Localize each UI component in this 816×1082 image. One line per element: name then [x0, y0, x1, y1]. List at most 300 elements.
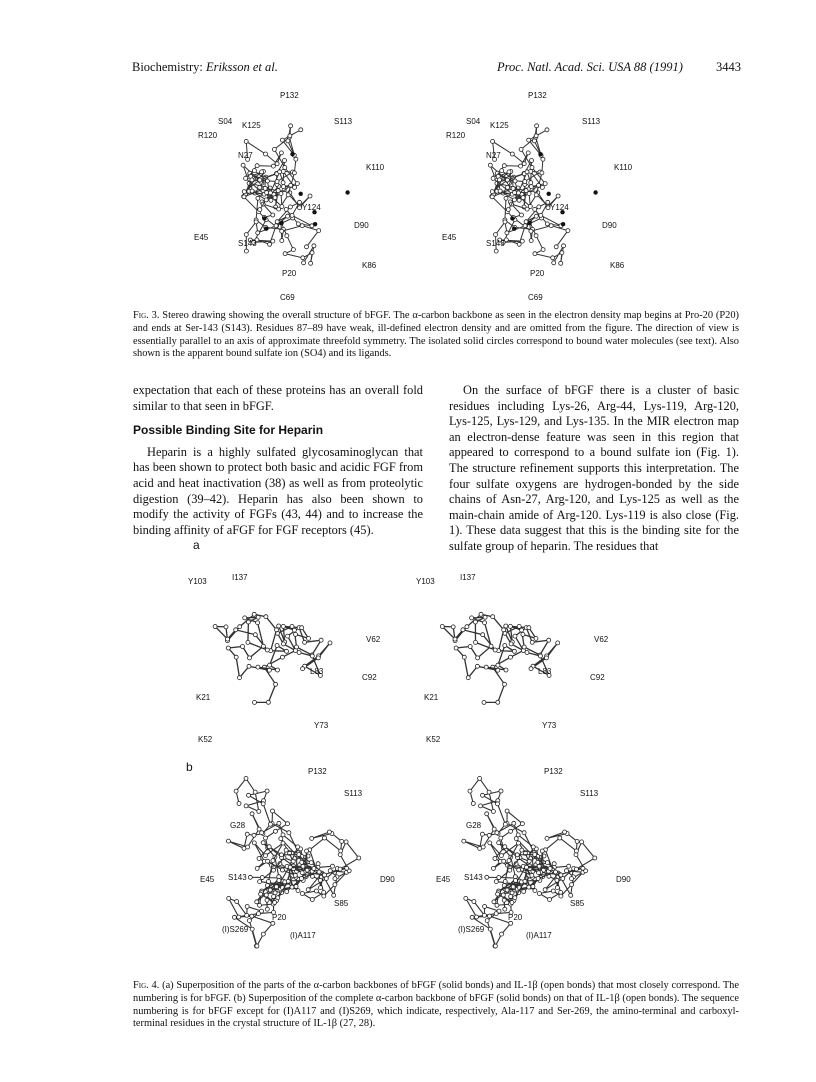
- label-r120: R120: [446, 131, 466, 140]
- alpha-carbon-atom: [558, 836, 562, 840]
- alpha-carbon-atom: [243, 616, 247, 620]
- water-molecule: [262, 216, 266, 220]
- label-i-a117: (I)A117: [526, 931, 552, 940]
- alpha-carbon-atom: [328, 641, 332, 645]
- alpha-carbon-atom: [303, 640, 307, 644]
- alpha-carbon-atom: [489, 644, 493, 648]
- alpha-carbon-atom: [273, 196, 277, 200]
- alpha-carbon-atom: [310, 836, 314, 840]
- label-k110: K110: [614, 163, 633, 172]
- alpha-carbon-atom: [305, 245, 309, 249]
- alpha-carbon-atom: [496, 663, 500, 667]
- figure-3-right-image: [442, 91, 633, 302]
- label-c69: C69: [280, 293, 295, 302]
- left-column: [133, 383, 423, 538]
- alpha-carbon-atom: [503, 845, 507, 849]
- alpha-carbon-atom: [471, 802, 475, 806]
- alpha-carbon-atom: [503, 644, 507, 648]
- alpha-carbon-atom: [290, 624, 294, 628]
- alpha-carbon-atom: [517, 841, 521, 845]
- alpha-carbon-atom: [451, 625, 455, 629]
- alpha-carbon-atom: [522, 890, 526, 894]
- alpha-carbon-atom: [556, 194, 560, 198]
- alpha-carbon-atom: [545, 128, 549, 132]
- alpha-carbon-atom: [511, 186, 515, 190]
- alpha-carbon-atom: [503, 682, 507, 686]
- alpha-carbon-atom: [522, 645, 526, 649]
- alpha-carbon-atom: [280, 239, 284, 243]
- alpha-carbon-atom: [556, 641, 560, 645]
- figure-4b-stereo-drawing: [182, 760, 642, 975]
- alpha-carbon-atom: [569, 893, 573, 897]
- alpha-carbon-atom: [462, 839, 466, 843]
- figure-3-caption-label: Fig. 3.: [133, 310, 160, 321]
- alpha-carbon-atom: [289, 124, 293, 128]
- alpha-carbon-atom: [482, 700, 486, 704]
- alpha-carbon-atom: [319, 886, 323, 890]
- alpha-carbon-atom: [266, 859, 270, 863]
- alpha-carbon-atom: [505, 231, 509, 235]
- alpha-carbon-atom: [260, 170, 264, 174]
- label-s85: S85: [570, 899, 585, 908]
- alpha-carbon-atom: [259, 892, 263, 896]
- alpha-carbon-atom: [298, 206, 302, 210]
- alpha-carbon-atom: [258, 178, 262, 182]
- alpha-carbon-atom: [253, 700, 257, 704]
- alpha-carbon-atom: [300, 871, 304, 875]
- alpha-carbon-atom: [277, 875, 281, 879]
- alpha-carbon-atom: [246, 620, 250, 624]
- alpha-carbon-atom: [491, 139, 495, 143]
- water-molecule: [538, 152, 542, 156]
- alpha-carbon-atom: [488, 914, 492, 918]
- alpha-carbon-atom: [235, 900, 239, 904]
- alpha-carbon-atom: [283, 166, 287, 170]
- alpha-carbon-atom: [280, 868, 284, 872]
- figure-4a-stereo-drawing: [182, 560, 642, 750]
- alpha-carbon-atom: [234, 789, 238, 793]
- alpha-carbon-atom: [287, 831, 291, 835]
- alpha-carbon-atom: [544, 656, 548, 660]
- alpha-carbon-atom: [545, 222, 549, 226]
- label-y73: Y73: [542, 721, 557, 730]
- label-e45: E45: [194, 233, 209, 242]
- alpha-carbon-atom: [532, 139, 536, 143]
- alpha-carbon-atom: [247, 664, 251, 668]
- alpha-carbon-atom: [245, 913, 249, 917]
- alpha-carbon-atom: [256, 621, 260, 625]
- label-y73: Y73: [314, 721, 329, 730]
- alpha-carbon-atom: [250, 812, 254, 816]
- label-k86: K86: [610, 261, 625, 270]
- alpha-carbon-atom: [570, 877, 574, 881]
- alpha-carbon-atom: [496, 802, 500, 806]
- alpha-carbon-atom: [551, 889, 555, 893]
- alpha-carbon-atom: [267, 880, 271, 884]
- alpha-carbon-atom: [533, 889, 537, 893]
- alpha-carbon-atom: [260, 831, 264, 835]
- alpha-carbon-atom: [509, 829, 513, 833]
- alpha-carbon-atom: [250, 927, 254, 931]
- alpha-carbon-atom: [238, 676, 242, 680]
- alpha-carbon-atom: [519, 147, 523, 151]
- alpha-carbon-atom: [535, 124, 539, 128]
- alpha-carbon-atom: [277, 821, 281, 825]
- alpha-carbon-atom: [485, 919, 489, 923]
- alpha-carbon-atom: [256, 231, 260, 235]
- backbone-trace: [226, 776, 360, 948]
- alpha-carbon-atom: [475, 915, 479, 919]
- alpha-carbon-atom: [537, 864, 541, 868]
- alpha-carbon-atom: [256, 196, 260, 200]
- label-d90: D90: [380, 875, 395, 884]
- alpha-carbon-atom: [534, 193, 538, 197]
- panel-label-b: b: [186, 760, 193, 774]
- label-i-s269: (I)S269: [222, 925, 249, 934]
- alpha-carbon-atom: [545, 836, 549, 840]
- alpha-carbon-atom: [306, 888, 310, 892]
- alpha-carbon-atom: [574, 867, 578, 871]
- alpha-carbon-atom: [496, 892, 500, 896]
- alpha-carbon-atom: [520, 213, 524, 217]
- alpha-carbon-atom: [533, 853, 537, 857]
- alpha-carbon-atom: [513, 634, 517, 638]
- alpha-carbon-atom: [323, 836, 327, 840]
- alpha-carbon-atom: [264, 198, 268, 202]
- alpha-carbon-atom: [537, 871, 541, 875]
- alpha-carbon-atom: [501, 893, 505, 897]
- alpha-carbon-atom: [503, 822, 507, 826]
- alpha-carbon-atom: [309, 261, 313, 265]
- label-s143: S143: [228, 873, 247, 882]
- alpha-carbon-atom: [498, 178, 502, 182]
- alpha-carbon-atom: [271, 213, 275, 217]
- alpha-carbon-atom: [566, 229, 570, 233]
- label-p132: P132: [308, 767, 327, 776]
- alpha-carbon-atom: [497, 841, 501, 845]
- alpha-carbon-atom: [503, 220, 507, 224]
- figure-3-left-image: [194, 91, 385, 302]
- alpha-carbon-atom: [519, 164, 523, 168]
- alpha-carbon-atom: [226, 637, 230, 641]
- alpha-carbon-atom: [440, 625, 444, 629]
- alpha-carbon-atom: [554, 245, 558, 249]
- alpha-carbon-atom: [312, 867, 316, 871]
- label-p20: P20: [282, 269, 297, 278]
- label-s113: S113: [580, 789, 599, 798]
- alpha-carbon-atom: [490, 190, 494, 194]
- alpha-carbon-atom: [540, 171, 544, 175]
- label-g28: G28: [466, 821, 482, 830]
- alpha-carbon-atom: [261, 644, 265, 648]
- label-v62: V62: [366, 635, 381, 644]
- alpha-carbon-atom: [529, 185, 533, 189]
- right-column: [449, 383, 739, 555]
- alpha-carbon-atom: [531, 845, 535, 849]
- alpha-carbon-atom: [255, 164, 259, 168]
- alpha-carbon-atom: [504, 196, 508, 200]
- alpha-carbon-atom: [476, 656, 480, 660]
- label-k21: K21: [424, 693, 439, 702]
- alpha-carbon-atom: [551, 256, 555, 260]
- label-so4: S04: [466, 117, 481, 126]
- alpha-carbon-atom: [510, 152, 514, 156]
- alpha-carbon-atom: [296, 845, 300, 849]
- alpha-carbon-atom: [285, 890, 289, 894]
- figure-4-caption-label: Fig. 4.: [133, 980, 160, 991]
- label-p132: P132: [280, 91, 299, 100]
- label-v62: V62: [594, 635, 609, 644]
- alpha-carbon-atom: [286, 139, 290, 143]
- alpha-carbon-atom: [516, 191, 520, 195]
- alpha-carbon-atom: [296, 222, 300, 226]
- alpha-carbon-atom: [534, 134, 538, 138]
- alpha-carbon-atom: [513, 896, 517, 900]
- backbone-trace: [213, 612, 332, 704]
- alpha-carbon-atom: [265, 907, 269, 911]
- alpha-carbon-atom: [271, 164, 275, 168]
- backbone-bond-0: [255, 626, 331, 702]
- alpha-carbon-atom: [253, 633, 257, 637]
- alpha-carbon-atom: [503, 880, 507, 884]
- alpha-carbon-atom: [465, 625, 469, 629]
- label-n27: N27: [238, 151, 253, 160]
- alpha-carbon-atom: [521, 196, 525, 200]
- water-molecule: [345, 190, 349, 194]
- alpha-carbon-atom: [517, 198, 521, 202]
- alpha-carbon-atom: [523, 879, 527, 883]
- label-y103: Y103: [188, 577, 207, 586]
- alpha-carbon-atom: [291, 248, 295, 252]
- alpha-carbon-atom: [281, 181, 285, 185]
- alpha-carbon-atom: [280, 853, 284, 857]
- alpha-carbon-atom: [261, 802, 265, 806]
- alpha-carbon-atom: [515, 853, 519, 857]
- alpha-carbon-atom: [488, 927, 492, 931]
- alpha-carbon-atom: [512, 821, 516, 825]
- label-n27: N27: [486, 151, 501, 160]
- alpha-carbon-atom: [274, 682, 278, 686]
- backbone-bond-0: [484, 626, 558, 702]
- alpha-carbon-atom: [244, 804, 248, 808]
- alpha-carbon-atom: [472, 900, 476, 904]
- alpha-carbon-atom: [244, 176, 248, 180]
- alpha-carbon-atom: [271, 859, 275, 863]
- alpha-carbon-atom: [513, 875, 517, 879]
- water-molecule: [512, 227, 516, 231]
- alpha-carbon-atom: [555, 878, 559, 882]
- alpha-carbon-atom: [507, 170, 511, 174]
- alpha-carbon-atom: [299, 128, 303, 132]
- alpha-carbon-atom: [520, 628, 524, 632]
- alpha-carbon-atom: [466, 676, 470, 680]
- alpha-carbon-atom: [258, 903, 262, 907]
- alpha-carbon-atom: [485, 812, 489, 816]
- alpha-carbon-atom: [227, 896, 231, 900]
- alpha-carbon-atom: [522, 162, 526, 166]
- alpha-carbon-atom: [265, 898, 269, 902]
- alpha-carbon-atom: [248, 656, 252, 660]
- alpha-carbon-atom: [509, 655, 513, 659]
- alpha-carbon-atom: [322, 894, 326, 898]
- alpha-carbon-atom: [286, 879, 290, 883]
- alpha-carbon-atom: [530, 166, 534, 170]
- alpha-carbon-atom: [294, 632, 298, 636]
- label-s143: S143: [486, 239, 505, 248]
- alpha-carbon-atom: [286, 822, 290, 826]
- alpha-carbon-atom: [294, 157, 298, 161]
- alpha-carbon-atom: [318, 878, 322, 882]
- alpha-carbon-atom: [292, 628, 296, 632]
- alpha-carbon-atom: [264, 854, 268, 858]
- backbone-trace: [488, 124, 598, 265]
- alpha-carbon-atom: [279, 151, 283, 155]
- alpha-carbon-atom: [529, 181, 533, 185]
- alpha-carbon-atom: [261, 841, 265, 845]
- alpha-carbon-atom: [560, 251, 564, 255]
- alpha-carbon-atom: [513, 191, 517, 195]
- alpha-carbon-atom: [509, 642, 513, 646]
- alpha-carbon-atom: [275, 220, 279, 224]
- alpha-carbon-atom: [559, 261, 563, 265]
- alpha-carbon-atom: [481, 633, 485, 637]
- alpha-carbon-atom: [492, 900, 496, 904]
- alpha-carbon-atom: [517, 624, 521, 628]
- alpha-carbon-atom: [480, 832, 484, 836]
- alpha-carbon-atom: [541, 248, 545, 252]
- alpha-carbon-atom: [293, 873, 297, 877]
- alpha-carbon-atom: [273, 891, 277, 895]
- label-e45: E45: [436, 875, 451, 884]
- alpha-carbon-atom: [245, 832, 249, 836]
- alpha-carbon-atom: [282, 185, 286, 189]
- alpha-carbon-atom: [491, 809, 495, 813]
- label-d90: D90: [602, 221, 617, 230]
- label-r120: R120: [198, 131, 218, 140]
- alpha-carbon-atom: [537, 205, 541, 209]
- alpha-carbon-atom: [277, 879, 281, 883]
- alpha-carbon-atom: [473, 620, 477, 624]
- alpha-carbon-atom: [533, 207, 537, 211]
- alpha-carbon-atom: [461, 628, 465, 632]
- alpha-carbon-atom: [510, 901, 514, 905]
- alpha-carbon-atom: [528, 205, 532, 209]
- alpha-carbon-atom: [286, 193, 290, 197]
- alpha-carbon-atom: [281, 833, 285, 837]
- alpha-carbon-atom: [257, 857, 261, 861]
- alpha-carbon-atom: [298, 200, 302, 204]
- alpha-carbon-atom: [527, 138, 531, 142]
- alpha-carbon-atom: [328, 869, 332, 873]
- alpha-carbon-atom: [281, 624, 285, 628]
- alpha-carbon-atom: [265, 648, 269, 652]
- label-d90: D90: [616, 875, 631, 884]
- alpha-carbon-atom: [264, 836, 268, 840]
- label-k110: K110: [366, 163, 385, 172]
- label-p132: P132: [528, 91, 547, 100]
- figure-4-caption-text: (a) Superposition of the parts of the α-carbon backbones of bFGF (solid bonds) and IL-1β (open bonds) that most closely correspond. The numbering is for bFGF. (b) Superposition of the complete α-carbon backbone of bFGF (solid bonds) on that of IL-1β (open bonds). The sequence numbering is for bFGF except for (I)A117 and (I)S269, which indicate, respectively, Ala-117 and Ser-269, the amino-terminal and carboxyl-terminal residues in the crystal structure of IL-1β (27, 28).: [133, 980, 739, 1030]
- alpha-carbon-atom: [543, 888, 547, 892]
- alpha-carbon-atom: [300, 877, 304, 881]
- alpha-carbon-atom: [264, 152, 268, 156]
- alpha-carbon-atom: [505, 178, 509, 182]
- alpha-carbon-atom: [540, 185, 544, 189]
- label-e45: E45: [442, 233, 457, 242]
- alpha-carbon-atom: [516, 833, 520, 837]
- label-p132: P132: [544, 767, 563, 776]
- alpha-carbon-atom: [479, 612, 483, 616]
- alpha-carbon-atom: [541, 157, 545, 161]
- alpha-carbon-atom: [493, 857, 497, 861]
- alpha-carbon-atom: [241, 163, 245, 167]
- alpha-carbon-atom: [333, 883, 337, 887]
- alpha-carbon-atom: [555, 886, 559, 890]
- alpha-carbon-atom: [494, 880, 498, 884]
- alpha-carbon-atom: [548, 898, 552, 902]
- figure-3-stereo-drawing: [190, 80, 660, 308]
- alpha-carbon-atom: [283, 159, 287, 163]
- alpha-carbon-atom: [534, 214, 538, 218]
- alpha-carbon-atom: [316, 656, 320, 660]
- alpha-carbon-atom: [244, 233, 248, 237]
- alpha-carbon-atom: [288, 134, 292, 138]
- alpha-carbon-atom: [257, 809, 261, 813]
- alpha-carbon-atom: [538, 654, 542, 658]
- alpha-carbon-atom: [301, 667, 305, 671]
- alpha-carbon-atom: [293, 185, 297, 189]
- alpha-carbon-atom: [534, 636, 538, 640]
- alpha-carbon-atom: [453, 637, 457, 641]
- alpha-carbon-atom: [498, 189, 502, 193]
- alpha-carbon-atom: [250, 178, 254, 182]
- alpha-carbon-atom: [284, 207, 288, 211]
- alpha-carbon-atom: [548, 867, 552, 871]
- alpha-carbon-atom: [478, 776, 482, 780]
- alpha-carbon-atom: [484, 665, 488, 669]
- alpha-carbon-atom: [345, 866, 349, 870]
- alpha-carbon-atom: [487, 790, 491, 794]
- alpha-carbon-atom: [536, 860, 540, 864]
- alpha-carbon-atom: [554, 870, 558, 874]
- alpha-carbon-atom: [279, 837, 283, 841]
- label-c92: C92: [362, 673, 377, 682]
- water-molecule: [299, 192, 303, 196]
- alpha-carbon-atom: [280, 655, 284, 659]
- alpha-carbon-atom: [580, 840, 584, 844]
- figure-3-caption: [133, 310, 739, 361]
- alpha-carbon-atom: [547, 638, 551, 642]
- alpha-carbon-atom: [338, 867, 342, 871]
- alpha-carbon-atom: [285, 649, 289, 653]
- alpha-carbon-atom: [272, 147, 276, 151]
- label-y124: Y124: [550, 203, 569, 212]
- alpha-carbon-atom: [290, 213, 294, 217]
- alpha-carbon-atom: [300, 626, 304, 630]
- alpha-carbon-atom: [529, 239, 533, 243]
- alpha-carbon-atom: [265, 789, 269, 793]
- alpha-carbon-atom: [271, 809, 275, 813]
- alpha-carbon-atom: [567, 864, 571, 868]
- alpha-carbon-atom: [317, 870, 321, 874]
- alpha-carbon-atom: [301, 256, 305, 260]
- alpha-carbon-atom: [283, 252, 287, 256]
- alpha-carbon-atom: [468, 645, 472, 649]
- alpha-carbon-atom: [265, 179, 269, 183]
- alpha-carbon-atom: [277, 624, 281, 628]
- alpha-carbon-atom: [500, 169, 504, 173]
- alpha-carbon-atom: [508, 868, 512, 872]
- alpha-carbon-atom: [527, 192, 531, 196]
